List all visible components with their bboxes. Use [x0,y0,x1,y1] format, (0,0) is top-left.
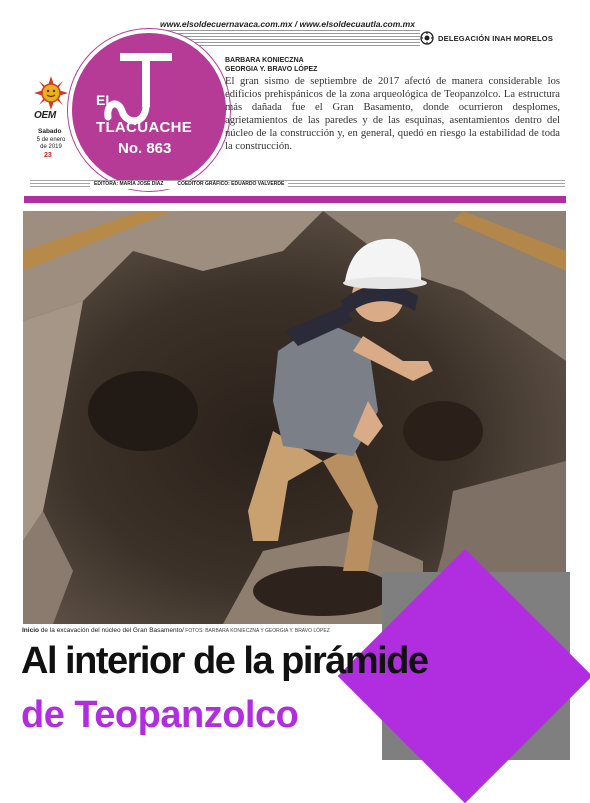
inah-emblem-icon [420,31,434,45]
caption-text: de la excavación del núcleo del Gran Basamento/ [38,627,184,634]
caption-lead-word: Inicio [22,627,39,634]
photo-caption [22,627,330,634]
section-bar [24,196,566,203]
logo-title: TLACUACHE [96,119,193,136]
issue-date: 5 de enero de 2019 [36,137,66,150]
tlacuache-glyph-icon [72,33,226,187]
headline-line-2: de Teopanzolco [21,694,299,736]
issue-day: Sabado [38,128,62,135]
photo-credit: FOTOS: BARBARA KONIECZNA Y GEORGIA Y. BRAVO LÓPEZ [183,628,330,634]
logo-word-el: EL [96,92,114,108]
inah-label: DELEGACIÓN INAH MORELOS [438,33,554,43]
excavation-photo [23,211,566,624]
author-2: GEORGIA Y. BRAVO LÓPEZ [225,66,318,73]
article-authors [225,56,317,74]
editor-credits: EDITORA: MARÍA JOSÉ DÍAZ COEDITOR GRÁFICO: EDUARDO VALVERDE [90,181,288,187]
publisher-logo: OEM [34,110,56,121]
page-number: 23 [44,152,52,159]
author-1: BARBARA KONIECZNA [225,57,304,64]
headline-line-1: Al interior de la pirámide [21,640,428,682]
inah-delegation [420,30,560,46]
lead-paragraph: El gran sismo de septiembre de 2017 afectó de manera considerable los edificios prehispánicos de la zona arqueológica de Teopanzolco. La estructura más dañada fue el Gran Basamento, donde ocurrieron desplomes, agrietamientos de las paredes y de las esquinas, asentamientos dentro del núcleo de la construcción y, en general, quedó en riesgo la estabilidad de toda la construcción. [225,76,560,152]
issue-number: No. 863 [118,140,172,157]
newspaper-urls: www.elsoldecuernavaca.com.mx / www.elsoldecuautla.com.mx [160,19,415,29]
sun-logo-icon [34,76,68,110]
